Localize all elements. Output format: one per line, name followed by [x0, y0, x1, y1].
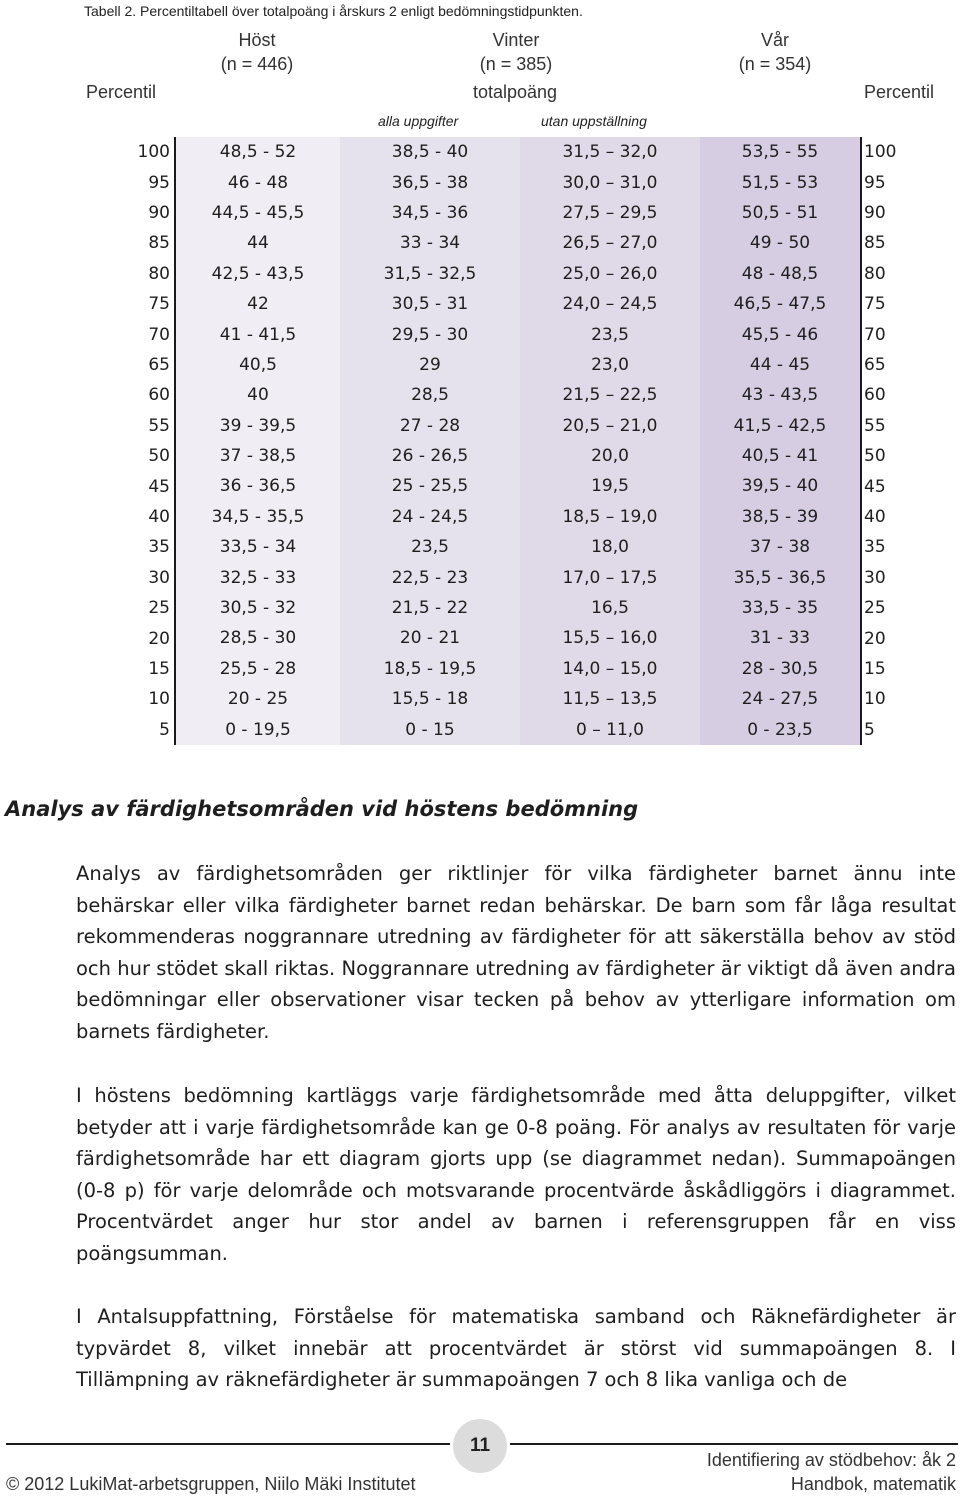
cell-host: 37 - 38,5: [176, 441, 340, 471]
cell-host: 48,5 - 52: [176, 137, 340, 167]
percentile-label-left: 75: [148, 294, 170, 315]
cell-vinter-alla: 38,5 - 40: [340, 137, 520, 167]
table-row: [176, 137, 860, 167]
cell-vinter-alla: 31,5 - 32,5: [340, 259, 520, 289]
cell-vinter-utan: 26,5 – 27,0: [520, 228, 700, 258]
cell-vinter-utan: 20,5 – 21,0: [520, 411, 700, 441]
percentile-label-left: 35: [148, 537, 170, 558]
cell-vinter-utan: 0 – 11,0: [520, 714, 700, 744]
cell-vinter-alla: 20 - 21: [340, 623, 520, 653]
percentile-label-right: 80: [864, 263, 886, 284]
column-name-host: Höst: [238, 30, 276, 50]
paragraph-3: I Antalsuppfattning, Förståelse för matematiska samband och Räknefärdigheter är typvärdet 8, vilket innebär att procentvärdet är störst vid summapoängen 8. I Tillämpning av räknefärdigheter är summapoängen 7 och 8 lika vanliga och de: [76, 1305, 956, 1391]
cell-host: 44,5 - 45,5: [176, 198, 340, 228]
cell-var: 28 - 30,5: [700, 654, 860, 684]
cell-host: 33,5 - 34: [176, 532, 340, 562]
cell-var: 45,5 - 46: [700, 319, 860, 349]
cell-vinter-alla: 29,5 - 30: [340, 319, 520, 349]
cell-vinter-utan: 15,5 – 16,0: [520, 623, 700, 653]
cell-var: 40,5 - 41: [700, 441, 860, 471]
percentile-label-left: 50: [148, 446, 170, 467]
percentile-label-left: 80: [148, 263, 170, 284]
percentile-label-right: 55: [864, 415, 886, 436]
cell-vinter-alla: 24 - 24,5: [340, 502, 520, 532]
cell-var: 41,5 - 42,5: [700, 411, 860, 441]
cell-vinter-alla: 36,5 - 38: [340, 167, 520, 197]
column-n-var: (n = 354): [738, 54, 812, 74]
cell-vinter-alla: 33 - 34: [340, 228, 520, 258]
cell-host: 36 - 36,5: [176, 471, 340, 501]
cell-vinter-utan: 27,5 – 29,5: [520, 198, 700, 228]
table-row: [176, 654, 860, 684]
section-title: Analys av färdighetsområden vid höstens bedömning: [5, 797, 639, 821]
percentile-label-right: 5: [864, 719, 875, 740]
paragraph-2: I höstens bedömning kartläggs varje färdighetsområde med åtta deluppgifter, vilket betyder att i varje färdighetsområde kan ge 0-8 poäng. För analys av resultaten för varje färdighetsområde har ett diagram gjorts upp (se diagrammet nedan). Summapoängen (0-8 p) för varje delområde och motsvarande procentvärde åskådliggörs i diagrammet. Procentvärdet anger hur stor andel av barnen i referensgruppen får en viss poängsumman.: [76, 1084, 956, 1265]
percentile-label-right: 75: [864, 294, 886, 315]
cell-vinter-utan: 18,5 – 19,0: [520, 502, 700, 532]
table-row: [176, 319, 860, 349]
cell-vinter-alla: 22,5 - 23: [340, 562, 520, 592]
cell-vinter-utan: 18,0: [520, 532, 700, 562]
paragraph-1: Analys av färdighetsområden ger riktlinjer för vilka färdigheter barnet ännu inte behärskar eller vilka färdigheter barnet redan behärskar. De barn som får låga resultat rekommenderas noggrannare utredning av färdigheter för att säkerställa behov av stöd och hur stödet skall riktas. Noggrannare utredning av färdigheter är viktigt då även andra bedömningar eller observationer visar tecken på behov av ytterligare information om barnets färdigheter.: [76, 862, 956, 1043]
cell-var: 39,5 - 40: [700, 471, 860, 501]
percentile-label-left: 15: [148, 658, 170, 679]
percentile-label-right: 20: [864, 628, 886, 649]
cell-var: 31 - 33: [700, 623, 860, 653]
percentile-label-left: 20: [148, 628, 170, 649]
column-n-vinter: (n = 385): [479, 54, 553, 74]
cell-vinter-utan: 23,5: [520, 319, 700, 349]
table-caption: Tabell 2. Percentiltabell över totalpoäng i årskurs 2 enligt bedömningstidpunkten.: [84, 3, 583, 19]
cell-vinter-utan: 11,5 – 13,5: [520, 684, 700, 714]
cell-var: 33,5 - 35: [700, 593, 860, 623]
percentile-label-left: 100: [137, 142, 170, 163]
cell-vinter-alla: 34,5 - 36: [340, 198, 520, 228]
cell-host: 46 - 48: [176, 167, 340, 197]
percentile-label-left: 60: [148, 385, 170, 406]
table-row: [176, 441, 860, 471]
cell-vinter-alla: 26 - 26,5: [340, 441, 520, 471]
footer-title-line2: Handbok, matematik: [790, 1474, 956, 1494]
column-head-vinter: [426, 28, 606, 76]
page-number: 11: [453, 1419, 507, 1473]
subheader-alla-uppgifter: alla uppgifter: [378, 113, 459, 129]
table-row: [176, 562, 860, 592]
cell-var: 24 - 27,5: [700, 684, 860, 714]
footer-rule-left: [6, 1443, 450, 1445]
cell-var: 49 - 50: [700, 228, 860, 258]
column-n-host: (n = 446): [220, 54, 294, 74]
column-name-vinter: Vinter: [492, 30, 540, 50]
column-head-host: [167, 28, 347, 76]
table-row: [176, 198, 860, 228]
footer-rule-right: [510, 1443, 958, 1445]
cell-vinter-utan: 25,0 – 26,0: [520, 259, 700, 289]
percentile-label-right: 85: [864, 233, 886, 254]
column-name-var: Vår: [760, 30, 789, 50]
percentile-label-right: 60: [864, 385, 886, 406]
percentile-label-right: 10: [864, 689, 886, 710]
cell-vinter-utan: 21,5 – 22,5: [520, 380, 700, 410]
percentile-label-left: 55: [148, 415, 170, 436]
cell-var: 46,5 - 47,5: [700, 289, 860, 319]
percentile-label-right: 40: [864, 506, 886, 527]
cell-vinter-utan: 31,5 – 32,0: [520, 137, 700, 167]
cell-vinter-alla: 28,5: [340, 380, 520, 410]
percentile-label-left: 5: [159, 719, 170, 740]
percentile-label-left: 40: [148, 506, 170, 527]
table-row: [176, 684, 860, 714]
cell-vinter-alla: 18,5 - 19,5: [340, 654, 520, 684]
cell-host: 44: [176, 228, 340, 258]
footer-copyright: © 2012 LukiMat-arbetsgruppen, Niilo Mäki Institutet: [6, 1474, 416, 1494]
cell-vinter-utan: 30,0 – 31,0: [520, 167, 700, 197]
cell-host: 28,5 - 30: [176, 623, 340, 653]
cell-vinter-utan: 23,0: [520, 350, 700, 380]
cell-vinter-alla: 29: [340, 350, 520, 380]
subheader-utan-uppstallning: utan uppställning: [541, 113, 647, 129]
percentile-label-left: 70: [148, 324, 170, 345]
percentile-label-right: 95: [864, 172, 886, 193]
cell-host: 40,5: [176, 350, 340, 380]
footer-title-line1: Identifiering av stödbehov: åk 2: [706, 1450, 956, 1470]
percentile-label-left: 30: [148, 567, 170, 588]
percentile-label-right: 100: [864, 142, 897, 163]
table-row: [176, 380, 860, 410]
totalpoang-header: totalpoäng: [472, 82, 558, 102]
cell-vinter-alla: 25 - 25,5: [340, 471, 520, 501]
percentile-label-left: 45: [148, 476, 170, 497]
cell-vinter-alla: 27 - 28: [340, 411, 520, 441]
percentil-header-left: Percentil: [86, 82, 157, 102]
cell-host: 32,5 - 33: [176, 562, 340, 592]
cell-vinter-alla: 15,5 - 18: [340, 684, 520, 714]
cell-var: 50,5 - 51: [700, 198, 860, 228]
cell-host: 25,5 - 28: [176, 654, 340, 684]
cell-host: 42: [176, 289, 340, 319]
cell-host: 40: [176, 380, 340, 410]
percentile-label-right: 90: [864, 202, 886, 223]
cell-vinter-alla: 23,5: [340, 532, 520, 562]
table-row: [176, 471, 860, 501]
table-row: [176, 714, 860, 744]
cell-vinter-alla: 21,5 - 22: [340, 593, 520, 623]
cell-host: 20 - 25: [176, 684, 340, 714]
percentile-label-right: 65: [864, 354, 886, 375]
percentile-label-right: 45: [864, 476, 886, 497]
percentile-label-right: 70: [864, 324, 886, 345]
cell-vinter-utan: 17,0 – 17,5: [520, 562, 700, 592]
percentil-header-right: Percentil: [864, 82, 935, 102]
column-head-var: [685, 28, 865, 76]
percentile-label-left: 25: [148, 598, 170, 619]
cell-var: 35,5 - 36,5: [700, 562, 860, 592]
cell-host: 0 - 19,5: [176, 714, 340, 744]
cell-vinter-utan: 14,0 – 15,0: [520, 654, 700, 684]
cell-var: 44 - 45: [700, 350, 860, 380]
percentile-label-left: 85: [148, 233, 170, 254]
percentile-label-left: 10: [148, 689, 170, 710]
table-row: [176, 593, 860, 623]
cell-host: 39 - 39,5: [176, 411, 340, 441]
cell-host: 30,5 - 32: [176, 593, 340, 623]
table-row: [176, 228, 860, 258]
table-row: [176, 532, 860, 562]
cell-vinter-utan: 19,5: [520, 471, 700, 501]
percentile-label-right: 50: [864, 446, 886, 467]
table-row: [176, 623, 860, 653]
percentile-table: [174, 137, 862, 745]
cell-var: 51,5 - 53: [700, 167, 860, 197]
cell-vinter-alla: 0 - 15: [340, 714, 520, 744]
cell-vinter-utan: 16,5: [520, 593, 700, 623]
table-row: [176, 411, 860, 441]
cell-var: 0 - 23,5: [700, 714, 860, 744]
percentile-label-right: 30: [864, 567, 886, 588]
percentile-label-left: 95: [148, 172, 170, 193]
cell-var: 37 - 38: [700, 532, 860, 562]
cell-var: 53,5 - 55: [700, 137, 860, 167]
cell-var: 43 - 43,5: [700, 380, 860, 410]
percentile-label-right: 15: [864, 658, 886, 679]
table-row: [176, 502, 860, 532]
table-row: [176, 167, 860, 197]
cell-vinter-alla: 30,5 - 31: [340, 289, 520, 319]
cell-host: 42,5 - 43,5: [176, 259, 340, 289]
percentile-label-right: 25: [864, 598, 886, 619]
percentile-label-left: 90: [148, 202, 170, 223]
cell-vinter-utan: 24,0 – 24,5: [520, 289, 700, 319]
cell-var: 48 - 48,5: [700, 259, 860, 289]
cell-host: 41 - 41,5: [176, 319, 340, 349]
cell-var: 38,5 - 39: [700, 502, 860, 532]
table-row: [176, 350, 860, 380]
percentile-label-right: 35: [864, 537, 886, 558]
percentile-label-left: 65: [148, 354, 170, 375]
table-row: [176, 289, 860, 319]
cell-vinter-utan: 20,0: [520, 441, 700, 471]
table-row: [176, 259, 860, 289]
cell-host: 34,5 - 35,5: [176, 502, 340, 532]
